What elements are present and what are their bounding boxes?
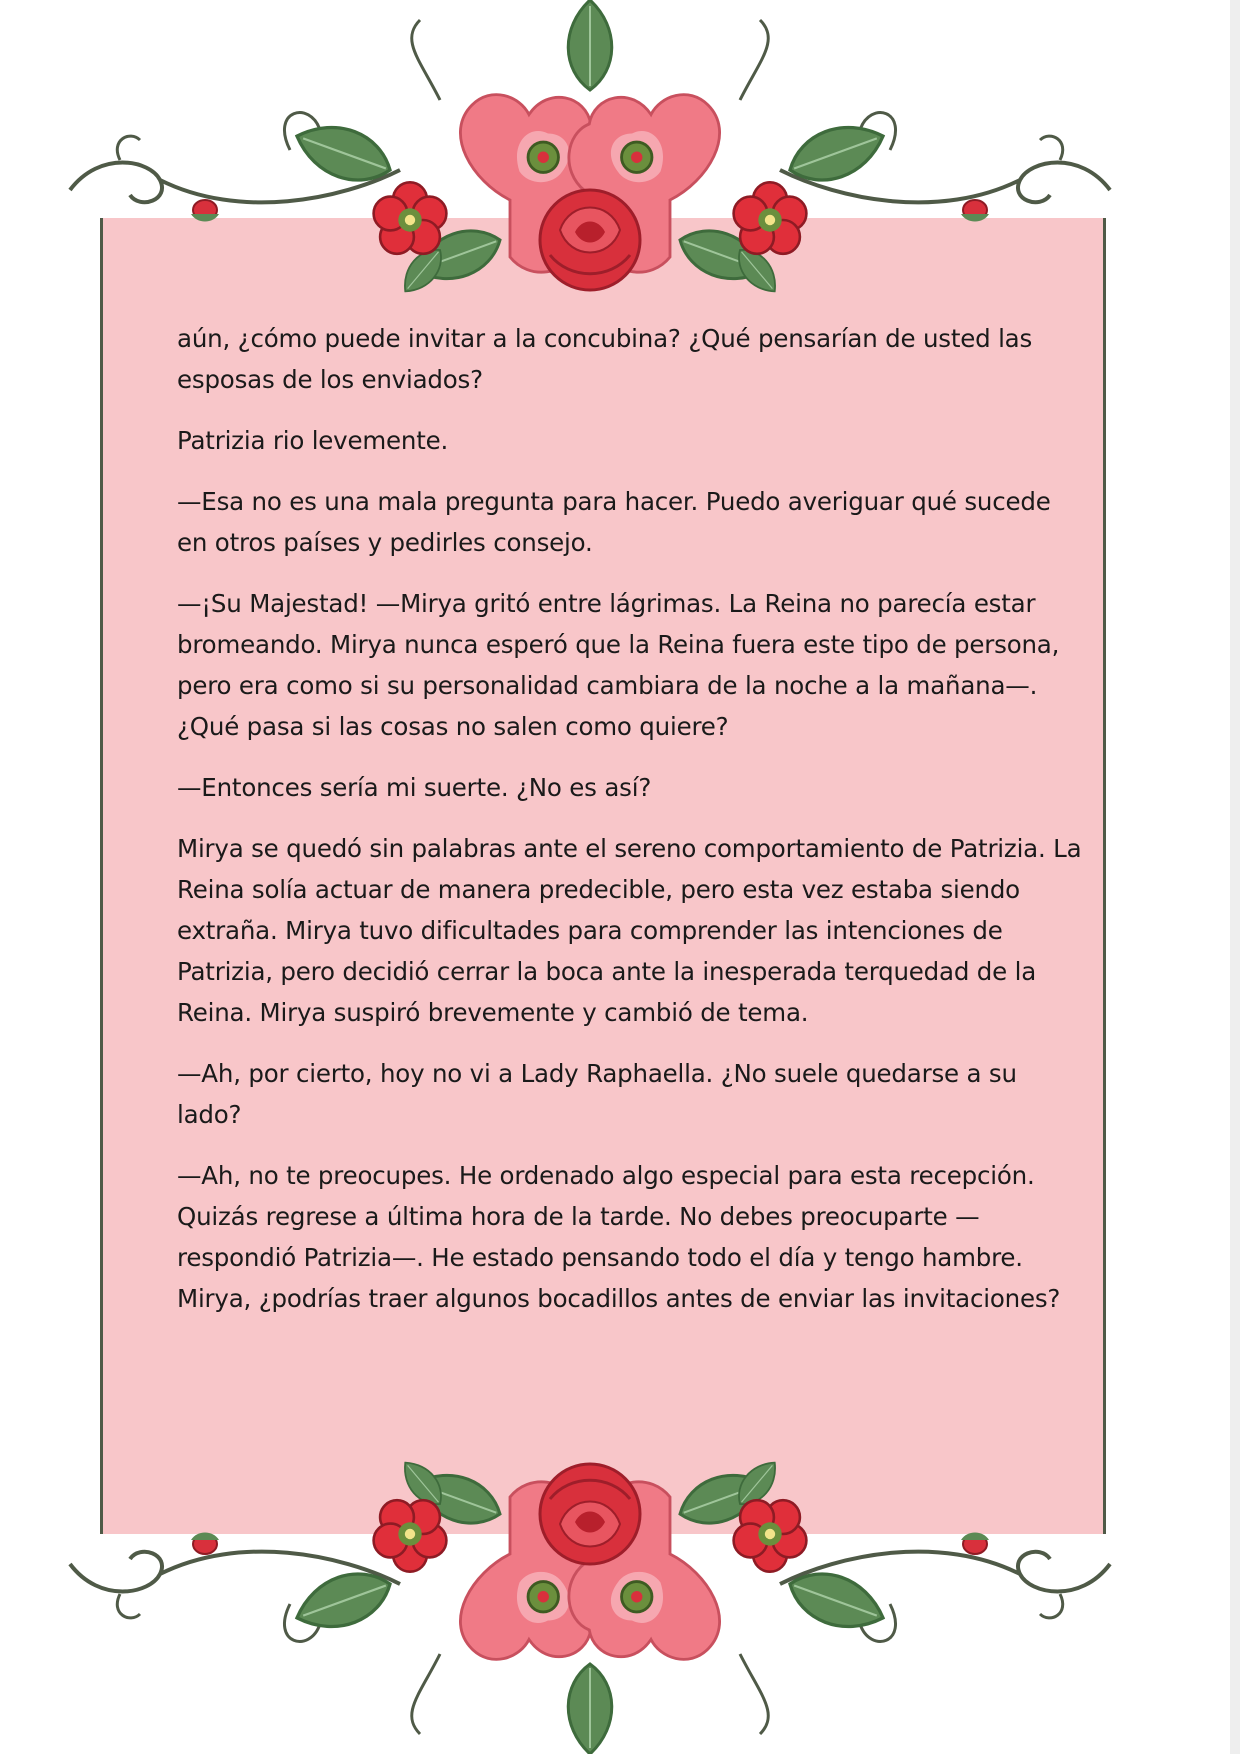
page-edge-strip — [1230, 0, 1240, 1754]
floral-ornament-icon — [40, 0, 1140, 340]
paragraph-8: —Ah, no te preocupes. He ordenado algo especial para esta recepción. Quizás regrese a última hora de la tarde. No debes preocuparte —respondió Patrizia—. He estado pensando todo el día y tengo hambre. Mirya, ¿podrías traer algunos bocadillos antes de enviar las invitaciones? — [177, 1161, 1061, 1313]
top-floral-ornament — [40, 0, 1140, 340]
paragraph-4: —¡Su Majestad! —Mirya gritó entre lágrimas. La Reina no parecía estar bromeando. Mirya nunca esperó que la Reina fuera este tipo de persona, pero era como si su personalidad cambiara de la noche a la mañana—. ¿Qué pasa si las cosas no salen como quiere? — [177, 589, 1060, 741]
paragraph-5: —Entonces sería mi suerte. ¿No es así? — [177, 773, 652, 802]
paragraph-6: Mirya se quedó sin palabras ante el sereno comportamiento de Patrizia. La Reina solía actuar de manera predecible, pero esta vez estaba siendo extraña. Mirya tuvo dificultades para comprender las intenciones de Patrizia, pero decidió cerrar la boca ante la inesperada terquedad de la Reina. Mirya suspiró brevemente y cambió de tema. — [177, 834, 1082, 1027]
paragraph-7: —Ah, por cierto, hoy no vi a Lady Raphaella. ¿No suele quedarse a su lado? — [177, 1059, 1017, 1129]
paragraph-2: Patrizia rio levemente. — [177, 426, 449, 455]
story-text — [177, 318, 1082, 1339]
paragraph-3: —Esa no es una mala pregunta para hacer. Puedo averiguar qué sucede en otros países y pedirles consejo. — [177, 487, 1051, 557]
paragraph-1: aún, ¿cómo puede invitar a la concubina? ¿Qué pensarían de usted las esposas de los enviados? — [177, 324, 1033, 394]
floral-ornament-icon — [40, 1414, 1140, 1754]
bottom-floral-ornament — [40, 1414, 1140, 1754]
